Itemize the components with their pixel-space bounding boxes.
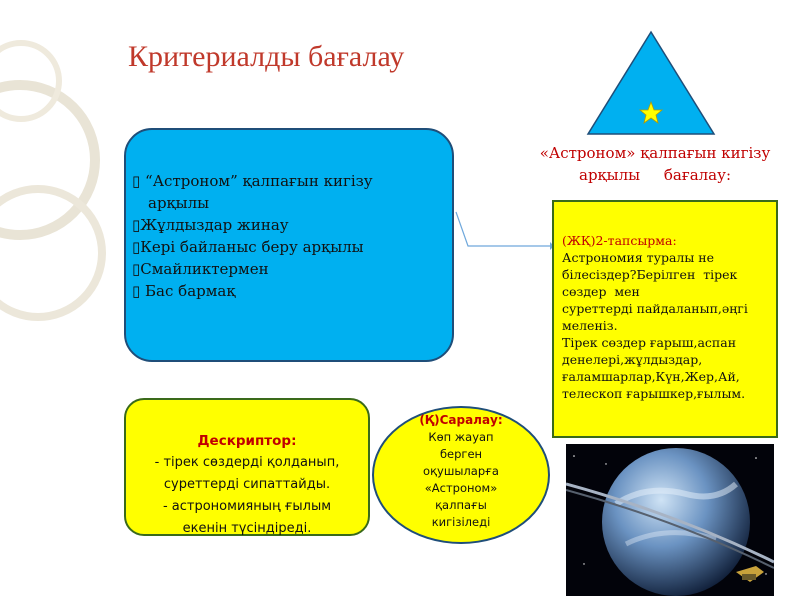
decorative-ring: [0, 185, 106, 321]
list-item: ▯Жұлдыздар жинау: [132, 216, 289, 234]
list-item: ▯ “Астроном” қалпағын кигізу: [132, 172, 373, 190]
checkbox-bullet-icon: ▯: [132, 172, 141, 190]
space-station-image: [566, 444, 774, 596]
assessment-methods-list: [132, 170, 452, 302]
connector-arrow: [454, 210, 554, 260]
checkbox-bullet-icon: ▯: [132, 260, 141, 278]
space-illustration: [566, 444, 774, 596]
differentiation-ellipse: (Қ)Саралау: Көп жауап берген оқушыларға «Астроном» қалпағы кигізіледі: [372, 406, 550, 544]
list-item: ▯ Бас бармақ: [132, 282, 236, 300]
checkbox-bullet-icon: ▯: [132, 238, 141, 256]
list-item-continuation: арқылы: [148, 194, 210, 212]
descriptor-box: Дескриптор: - тірек сөздерді қолданып, суреттерді сипаттайды. - астрономияның ғылым екенін түсіндіреді.: [124, 398, 370, 536]
differentiation-header: (Қ)Саралау:: [419, 413, 503, 427]
astronomer-hat-triangle: [586, 30, 716, 136]
page-title: Критериалды бағалау: [128, 40, 405, 73]
task-box: (ЖҚ)2-тапсырма: Астрономия туралы не білесіздер?Берілген тірек сөздер мен суреттерді пайдаланып,әңгі меленіз. Тірек сөздер ғарыш,аспан денелері,жұлдыздар, ғаламшарлар,Күн,Жер,Ай, телескоп ғарышкер,ғылым.: [552, 200, 778, 438]
descriptor-header: Дескриптор:: [197, 433, 297, 449]
list-item: ▯Кері байланыс беру арқылы: [132, 238, 364, 256]
task-header: (ЖҚ)2-тапсырма:: [562, 233, 677, 248]
triangle-caption: «Астроном» қалпағын кигізу арқылы бағалау:: [539, 144, 771, 184]
list-item: ▯Смайликтермен: [132, 260, 269, 278]
checkbox-bullet-icon: ▯: [132, 282, 141, 300]
checkbox-bullet-icon: ▯: [132, 216, 141, 234]
